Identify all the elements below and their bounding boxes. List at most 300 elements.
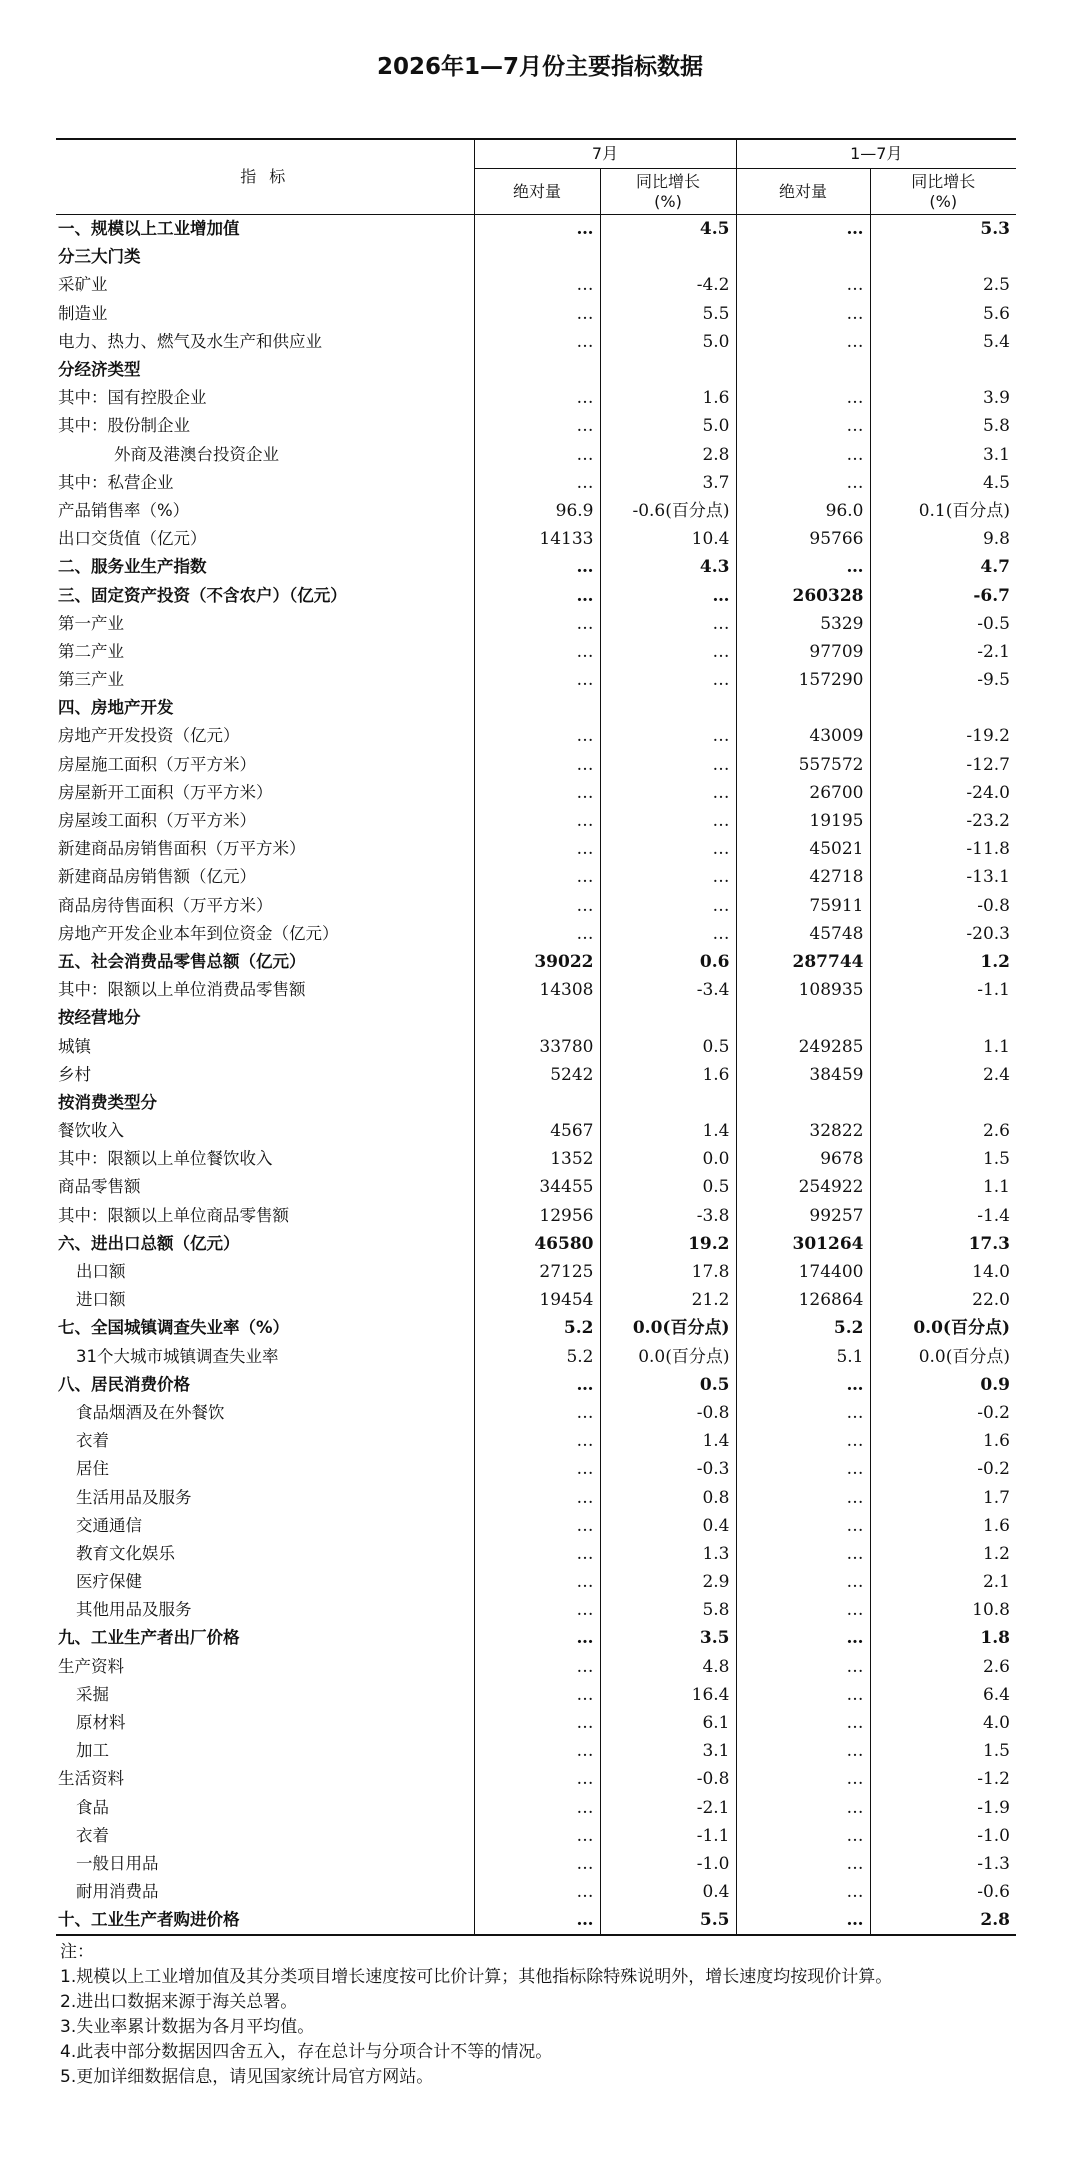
cum-yoy-cell: 1.1 bbox=[870, 1173, 1016, 1201]
month-yoy-cell: 5.5 bbox=[600, 300, 736, 328]
row-label: 八、居民消费价格 bbox=[58, 1374, 190, 1394]
cum-yoy-cell: 3.1 bbox=[870, 441, 1016, 469]
cum-yoy-cell bbox=[870, 1004, 1016, 1032]
cum-abs-cell: 249285 bbox=[736, 1032, 870, 1060]
cum-abs-cell: 5.2 bbox=[736, 1314, 870, 1342]
month-yoy-cell: 0.5 bbox=[600, 1173, 736, 1201]
cum-abs-cell: … bbox=[736, 1624, 870, 1652]
cum-abs-cell: … bbox=[736, 1427, 870, 1455]
cum-abs-cell: 97709 bbox=[736, 638, 870, 666]
month-abs-cell: … bbox=[474, 920, 600, 948]
cum-yoy-cell bbox=[870, 694, 1016, 722]
cum-abs-cell: … bbox=[736, 1906, 870, 1935]
header-group-month: 7月 bbox=[474, 139, 736, 169]
row-label: 新建商品房销售额（亿元） bbox=[58, 867, 256, 887]
header-month-abs: 绝对量 bbox=[474, 169, 600, 215]
month-yoy-cell bbox=[600, 356, 736, 384]
table-row bbox=[56, 553, 1016, 581]
table-row bbox=[56, 976, 1016, 1004]
month-yoy-cell: -1.1 bbox=[600, 1822, 736, 1850]
note-item: 2.进出口数据来源于海关总署。 bbox=[60, 1992, 298, 2012]
cum-yoy-cell: 5.6 bbox=[870, 300, 1016, 328]
row-label: 分经济类型 bbox=[58, 360, 141, 380]
cum-abs-cell: 45748 bbox=[736, 920, 870, 948]
table-row bbox=[56, 1568, 1016, 1596]
indicator-table bbox=[56, 138, 1016, 1936]
month-yoy-cell: … bbox=[600, 666, 736, 694]
cum-yoy-cell: -19.2 bbox=[870, 722, 1016, 750]
notes bbox=[60, 1940, 1010, 2090]
header-yoy-text: 同比增长 (%) bbox=[911, 171, 976, 211]
cum-abs-cell: 32822 bbox=[736, 1117, 870, 1145]
row-label: 城镇 bbox=[58, 1036, 91, 1056]
month-yoy-cell: … bbox=[600, 638, 736, 666]
row-label: 三、固定资产投资（不含农户）（亿元） bbox=[58, 585, 347, 605]
cum-yoy-cell: 2.5 bbox=[870, 271, 1016, 299]
table-row bbox=[56, 948, 1016, 976]
month-abs-cell: … bbox=[474, 1455, 600, 1483]
row-label: 一般日用品 bbox=[76, 1853, 159, 1873]
month-yoy-cell: … bbox=[600, 779, 736, 807]
row-label: 原材料 bbox=[76, 1713, 126, 1733]
table-row bbox=[56, 751, 1016, 779]
cum-yoy-cell: 1.2 bbox=[870, 1540, 1016, 1568]
cum-abs-cell: … bbox=[736, 1568, 870, 1596]
cum-abs-cell: … bbox=[736, 469, 870, 497]
month-abs-cell: … bbox=[474, 1427, 600, 1455]
cum-abs-cell bbox=[736, 356, 870, 384]
month-abs-cell: … bbox=[474, 1653, 600, 1681]
table-row bbox=[56, 1427, 1016, 1455]
month-yoy-cell: -0.8 bbox=[600, 1765, 736, 1793]
cum-yoy-cell: -1.0 bbox=[870, 1822, 1016, 1850]
month-abs-cell: … bbox=[474, 863, 600, 891]
row-label: 房屋竣工面积（万平方米） bbox=[58, 811, 256, 831]
cum-yoy-cell: -1.4 bbox=[870, 1202, 1016, 1230]
table-row bbox=[56, 1343, 1016, 1371]
month-abs-cell: … bbox=[474, 1512, 600, 1540]
cum-abs-cell: … bbox=[736, 328, 870, 356]
month-yoy-cell: -3.8 bbox=[600, 1202, 736, 1230]
row-label: 其中：限额以上单位消费品零售额 bbox=[58, 980, 306, 1000]
month-abs-cell: … bbox=[474, 1709, 600, 1737]
cum-yoy-cell: 5.8 bbox=[870, 412, 1016, 440]
month-abs-cell: … bbox=[474, 1540, 600, 1568]
month-abs-cell: … bbox=[474, 1568, 600, 1596]
month-yoy-cell: 17.8 bbox=[600, 1258, 736, 1286]
table-row bbox=[56, 638, 1016, 666]
table-row bbox=[56, 1399, 1016, 1427]
cum-abs-cell: 260328 bbox=[736, 581, 870, 609]
table-row bbox=[56, 384, 1016, 412]
cum-abs-cell: … bbox=[736, 441, 870, 469]
month-abs-cell: … bbox=[474, 1850, 600, 1878]
table-row bbox=[56, 1653, 1016, 1681]
month-yoy-cell: 5.0 bbox=[600, 412, 736, 440]
table-row bbox=[56, 469, 1016, 497]
row-label: 其中：私营企业 bbox=[58, 472, 174, 492]
row-label: 加工 bbox=[76, 1741, 109, 1761]
month-abs-cell bbox=[474, 1004, 600, 1032]
month-yoy-cell: 1.4 bbox=[600, 1117, 736, 1145]
table-row bbox=[56, 1173, 1016, 1201]
row-label: 衣着 bbox=[76, 1431, 109, 1451]
cum-yoy-cell bbox=[870, 1089, 1016, 1117]
month-abs-cell: … bbox=[474, 1483, 600, 1511]
cum-abs-cell: 45021 bbox=[736, 835, 870, 863]
month-abs-cell: 39022 bbox=[474, 948, 600, 976]
cum-abs-cell: 96.0 bbox=[736, 497, 870, 525]
cum-abs-cell: 99257 bbox=[736, 1202, 870, 1230]
cum-yoy-cell: 0.0(百分点) bbox=[870, 1343, 1016, 1371]
month-yoy-cell: 0.0(百分点) bbox=[600, 1343, 736, 1371]
cum-abs-cell: … bbox=[736, 1540, 870, 1568]
month-abs-cell bbox=[474, 1089, 600, 1117]
header-group-cumulative: 1—7月 bbox=[736, 139, 1016, 169]
row-label: 六、进出口总额（亿元） bbox=[58, 1233, 240, 1253]
table-row bbox=[56, 1202, 1016, 1230]
month-yoy-cell: … bbox=[600, 863, 736, 891]
table-row bbox=[56, 412, 1016, 440]
month-abs-cell: … bbox=[474, 1794, 600, 1822]
row-label: 一、规模以上工业增加值 bbox=[58, 219, 240, 239]
cum-abs-cell: … bbox=[736, 300, 870, 328]
month-yoy-cell: 19.2 bbox=[600, 1230, 736, 1258]
month-yoy-cell: 1.3 bbox=[600, 1540, 736, 1568]
row-label: 商品房待售面积（万平方米） bbox=[58, 895, 273, 915]
cum-abs-cell: … bbox=[736, 215, 870, 244]
cum-abs-cell: … bbox=[736, 271, 870, 299]
month-yoy-cell: 5.0 bbox=[600, 328, 736, 356]
cum-yoy-cell: -1.3 bbox=[870, 1850, 1016, 1878]
row-label: 其中：国有控股企业 bbox=[58, 388, 207, 408]
table-row bbox=[56, 920, 1016, 948]
month-yoy-cell: 6.1 bbox=[600, 1709, 736, 1737]
row-label: 九、工业生产者出厂价格 bbox=[58, 1628, 240, 1648]
cum-abs-cell: … bbox=[736, 1822, 870, 1850]
cum-abs-cell: 26700 bbox=[736, 779, 870, 807]
notes-heading: 注： bbox=[60, 1942, 94, 1962]
month-abs-cell: 33780 bbox=[474, 1032, 600, 1060]
cum-abs-cell: 9678 bbox=[736, 1145, 870, 1173]
month-abs-cell: … bbox=[474, 779, 600, 807]
cum-yoy-cell: 2.6 bbox=[870, 1117, 1016, 1145]
cum-abs-cell: … bbox=[736, 1596, 870, 1624]
table-row bbox=[56, 525, 1016, 553]
month-abs-cell: 1352 bbox=[474, 1145, 600, 1173]
table-row bbox=[56, 441, 1016, 469]
table-row bbox=[56, 1230, 1016, 1258]
row-label: 商品零售额 bbox=[58, 1177, 141, 1197]
month-abs-cell: … bbox=[474, 469, 600, 497]
month-abs-cell: … bbox=[474, 1765, 600, 1793]
cum-yoy-cell bbox=[870, 356, 1016, 384]
month-abs-cell: … bbox=[474, 892, 600, 920]
table-row bbox=[56, 1709, 1016, 1737]
cum-abs-cell: … bbox=[736, 1765, 870, 1793]
cum-yoy-cell: 2.1 bbox=[870, 1568, 1016, 1596]
cum-abs-cell: … bbox=[736, 1737, 870, 1765]
table-row bbox=[56, 300, 1016, 328]
cum-yoy-cell: -20.3 bbox=[870, 920, 1016, 948]
table-row bbox=[56, 610, 1016, 638]
cum-yoy-cell: -0.8 bbox=[870, 892, 1016, 920]
row-label: 出口交货值（亿元） bbox=[58, 529, 207, 549]
cum-abs-cell: 38459 bbox=[736, 1061, 870, 1089]
cum-abs-cell: 157290 bbox=[736, 666, 870, 694]
month-abs-cell: … bbox=[474, 1399, 600, 1427]
row-label: 新建商品房销售面积（万平方米） bbox=[58, 839, 306, 859]
month-abs-cell: 19454 bbox=[474, 1286, 600, 1314]
cum-abs-cell: … bbox=[736, 1794, 870, 1822]
cum-abs-cell: … bbox=[736, 1455, 870, 1483]
month-abs-cell: … bbox=[474, 271, 600, 299]
month-abs-cell bbox=[474, 243, 600, 271]
month-abs-cell: 34455 bbox=[474, 1173, 600, 1201]
month-yoy-cell: 16.4 bbox=[600, 1681, 736, 1709]
cum-abs-cell: … bbox=[736, 412, 870, 440]
table-row bbox=[56, 497, 1016, 525]
table-row bbox=[56, 1004, 1016, 1032]
month-abs-cell: … bbox=[474, 1878, 600, 1906]
cum-abs-cell: … bbox=[736, 384, 870, 412]
row-label: 十、工业生产者购进价格 bbox=[56, 1906, 474, 1935]
month-yoy-cell: 0.0 bbox=[600, 1145, 736, 1173]
table-row bbox=[56, 1624, 1016, 1652]
note-item: 3.失业率累计数据为各月平均值。 bbox=[60, 2017, 315, 2037]
row-label: 二、服务业生产指数 bbox=[58, 557, 207, 577]
month-yoy-cell: -0.3 bbox=[600, 1455, 736, 1483]
table-row bbox=[56, 779, 1016, 807]
table-body bbox=[56, 215, 1016, 1936]
month-abs-cell: 27125 bbox=[474, 1258, 600, 1286]
row-label: 采掘 bbox=[76, 1684, 109, 1704]
month-yoy-cell: … bbox=[600, 722, 736, 750]
cum-abs-cell: 42718 bbox=[736, 863, 870, 891]
note-item: 4.此表中部分数据因四舍五入，存在总计与分项合计不等的情况。 bbox=[60, 2042, 553, 2062]
month-yoy-cell: 5.5 bbox=[600, 1906, 736, 1935]
table-row bbox=[56, 807, 1016, 835]
month-yoy-cell: 0.5 bbox=[600, 1032, 736, 1060]
row-label: 生产资料 bbox=[58, 1656, 124, 1676]
month-abs-cell: … bbox=[474, 666, 600, 694]
month-abs-cell: … bbox=[474, 215, 600, 244]
month-abs-cell: 5.2 bbox=[474, 1343, 600, 1371]
table-row bbox=[56, 1596, 1016, 1624]
row-label: 房屋新开工面积（万平方米） bbox=[58, 782, 273, 802]
month-abs-cell: … bbox=[474, 722, 600, 750]
cum-abs-cell: … bbox=[736, 1709, 870, 1737]
month-yoy-cell: 0.6 bbox=[600, 948, 736, 976]
month-abs-cell: … bbox=[474, 441, 600, 469]
row-label: 其中：限额以上单位餐饮收入 bbox=[58, 1149, 273, 1169]
row-label: 四、房地产开发 bbox=[58, 698, 174, 718]
cum-abs-cell: … bbox=[736, 1850, 870, 1878]
cum-yoy-cell: -1.1 bbox=[870, 976, 1016, 1004]
month-abs-cell: 46580 bbox=[474, 1230, 600, 1258]
cum-yoy-cell: 1.5 bbox=[870, 1145, 1016, 1173]
table-row bbox=[56, 892, 1016, 920]
month-yoy-cell: … bbox=[600, 751, 736, 779]
row-label: 进口额 bbox=[76, 1290, 126, 1310]
table-row bbox=[56, 1878, 1016, 1906]
month-yoy-cell bbox=[600, 1089, 736, 1117]
table-row bbox=[56, 666, 1016, 694]
month-yoy-cell: 2.8 bbox=[600, 441, 736, 469]
note-item: 5.更加详细数据信息，请见国家统计局官方网站。 bbox=[60, 2067, 434, 2087]
cum-abs-cell: … bbox=[736, 1878, 870, 1906]
cum-yoy-cell: 1.5 bbox=[870, 1737, 1016, 1765]
cum-abs-cell: … bbox=[736, 1399, 870, 1427]
month-yoy-cell: 4.3 bbox=[600, 553, 736, 581]
cum-yoy-cell: 2.4 bbox=[870, 1061, 1016, 1089]
row-label: 第一产业 bbox=[58, 613, 124, 633]
row-label: 外商及港澳台投资企业 bbox=[114, 444, 279, 464]
row-label: 31个大城市城镇调查失业率 bbox=[76, 1346, 279, 1366]
cum-abs-cell: … bbox=[736, 1512, 870, 1540]
row-label: 生活资料 bbox=[58, 1769, 124, 1789]
cum-yoy-cell: -6.7 bbox=[870, 581, 1016, 609]
table-row bbox=[56, 863, 1016, 891]
table-row bbox=[56, 1089, 1016, 1117]
cum-yoy-cell: -2.1 bbox=[870, 638, 1016, 666]
cum-abs-cell: 301264 bbox=[736, 1230, 870, 1258]
table-row bbox=[56, 1681, 1016, 1709]
month-yoy-cell: 3.5 bbox=[600, 1624, 736, 1652]
cum-yoy-cell: 4.0 bbox=[870, 1709, 1016, 1737]
table-row bbox=[56, 1483, 1016, 1511]
cum-yoy-cell: 2.8 bbox=[870, 1906, 1016, 1935]
row-label: 五、社会消费品零售总额（亿元） bbox=[58, 951, 306, 971]
month-abs-cell: … bbox=[474, 328, 600, 356]
cum-yoy-cell: -0.6 bbox=[870, 1878, 1016, 1906]
cum-abs-cell: 95766 bbox=[736, 525, 870, 553]
row-label: 分三大门类 bbox=[58, 247, 141, 267]
row-label: 第二产业 bbox=[58, 641, 124, 661]
month-yoy-cell: 3.7 bbox=[600, 469, 736, 497]
month-abs-cell: … bbox=[474, 751, 600, 779]
table-row bbox=[56, 1765, 1016, 1793]
month-yoy-cell: … bbox=[600, 892, 736, 920]
table-row bbox=[56, 1032, 1016, 1060]
row-label: 食品烟酒及在外餐饮 bbox=[76, 1402, 225, 1422]
month-yoy-cell: 0.8 bbox=[600, 1483, 736, 1511]
row-label: 医疗保健 bbox=[76, 1572, 142, 1592]
cum-abs-cell: … bbox=[736, 1483, 870, 1511]
row-label: 房地产开发企业本年到位资金（亿元） bbox=[58, 923, 339, 943]
table-row bbox=[56, 1822, 1016, 1850]
month-yoy-cell: -3.4 bbox=[600, 976, 736, 1004]
month-abs-cell: 96.9 bbox=[474, 497, 600, 525]
table-row bbox=[56, 1117, 1016, 1145]
cum-yoy-cell: -13.1 bbox=[870, 863, 1016, 891]
cum-yoy-cell: -0.2 bbox=[870, 1455, 1016, 1483]
cum-yoy-cell: -23.2 bbox=[870, 807, 1016, 835]
cum-yoy-cell: -0.2 bbox=[870, 1399, 1016, 1427]
cum-abs-cell bbox=[736, 1089, 870, 1117]
note-item: 1.规模以上工业增加值及其分类项目增长速度按可比价计算；其他指标除特殊说明外，增长速度均按现价计算。 bbox=[60, 1967, 893, 1987]
month-yoy-cell: 0.5 bbox=[600, 1371, 736, 1399]
month-abs-cell: … bbox=[474, 835, 600, 863]
month-yoy-cell: -1.0 bbox=[600, 1850, 736, 1878]
cum-yoy-cell: -12.7 bbox=[870, 751, 1016, 779]
month-yoy-cell bbox=[600, 243, 736, 271]
table-row bbox=[56, 1061, 1016, 1089]
row-label: 出口额 bbox=[76, 1262, 126, 1282]
table-row bbox=[56, 835, 1016, 863]
table-row bbox=[56, 1145, 1016, 1173]
month-abs-cell: … bbox=[474, 300, 600, 328]
table-row bbox=[56, 271, 1016, 299]
table-row bbox=[56, 1512, 1016, 1540]
header-cum-abs: 绝对量 bbox=[736, 169, 870, 215]
header-month-yoy bbox=[600, 169, 736, 215]
cum-abs-cell: 5.1 bbox=[736, 1343, 870, 1371]
cum-yoy-cell: 4.5 bbox=[870, 469, 1016, 497]
row-label: 制造业 bbox=[58, 303, 108, 323]
table-row bbox=[56, 1258, 1016, 1286]
month-yoy-cell: 3.1 bbox=[600, 1737, 736, 1765]
month-abs-cell: 14308 bbox=[474, 976, 600, 1004]
table-row bbox=[56, 1737, 1016, 1765]
month-yoy-cell: -4.2 bbox=[600, 271, 736, 299]
month-yoy-cell: 2.9 bbox=[600, 1568, 736, 1596]
cum-yoy-cell: 9.8 bbox=[870, 525, 1016, 553]
cum-abs-cell: 5329 bbox=[736, 610, 870, 638]
table-row bbox=[56, 1314, 1016, 1342]
cum-yoy-cell: 0.0(百分点) bbox=[870, 1314, 1016, 1342]
cum-yoy-cell: 2.6 bbox=[870, 1653, 1016, 1681]
cum-abs-cell: 19195 bbox=[736, 807, 870, 835]
month-yoy-cell: 0.0(百分点) bbox=[600, 1314, 736, 1342]
cum-yoy-cell: 0.9 bbox=[870, 1371, 1016, 1399]
cum-yoy-cell: 5.3 bbox=[870, 215, 1016, 244]
cum-yoy-cell: 22.0 bbox=[870, 1286, 1016, 1314]
month-abs-cell: … bbox=[474, 807, 600, 835]
month-abs-cell: … bbox=[474, 1822, 600, 1850]
month-yoy-cell: -2.1 bbox=[600, 1794, 736, 1822]
month-abs-cell: 12956 bbox=[474, 1202, 600, 1230]
row-label: 居住 bbox=[76, 1459, 109, 1479]
cum-yoy-cell: 5.4 bbox=[870, 328, 1016, 356]
cum-yoy-cell: 14.0 bbox=[870, 1258, 1016, 1286]
month-yoy-cell: 4.8 bbox=[600, 1653, 736, 1681]
row-label: 生活用品及服务 bbox=[76, 1487, 192, 1507]
month-yoy-cell: 0.4 bbox=[600, 1512, 736, 1540]
month-abs-cell: … bbox=[474, 553, 600, 581]
month-yoy-cell: 1.4 bbox=[600, 1427, 736, 1455]
table-row bbox=[56, 722, 1016, 750]
month-abs-cell: … bbox=[474, 1596, 600, 1624]
month-yoy-cell: … bbox=[600, 807, 736, 835]
cum-yoy-cell: 3.9 bbox=[870, 384, 1016, 412]
cum-abs-cell: 43009 bbox=[736, 722, 870, 750]
cum-abs-cell: 108935 bbox=[736, 976, 870, 1004]
month-abs-cell: 5.2 bbox=[474, 1314, 600, 1342]
month-abs-cell: … bbox=[474, 1737, 600, 1765]
row-label: 电力、热力、燃气及水生产和供应业 bbox=[58, 331, 322, 351]
row-label: 教育文化娱乐 bbox=[76, 1543, 175, 1563]
month-abs-cell bbox=[474, 356, 600, 384]
row-label: 交通通信 bbox=[76, 1515, 142, 1535]
cum-yoy-cell: -0.5 bbox=[870, 610, 1016, 638]
row-label: 衣着 bbox=[76, 1825, 109, 1845]
month-yoy-cell: 21.2 bbox=[600, 1286, 736, 1314]
month-yoy-cell: -0.6(百分点) bbox=[600, 497, 736, 525]
month-yoy-cell: 0.4 bbox=[600, 1878, 736, 1906]
cum-abs-cell: … bbox=[736, 1653, 870, 1681]
cum-abs-cell: 174400 bbox=[736, 1258, 870, 1286]
